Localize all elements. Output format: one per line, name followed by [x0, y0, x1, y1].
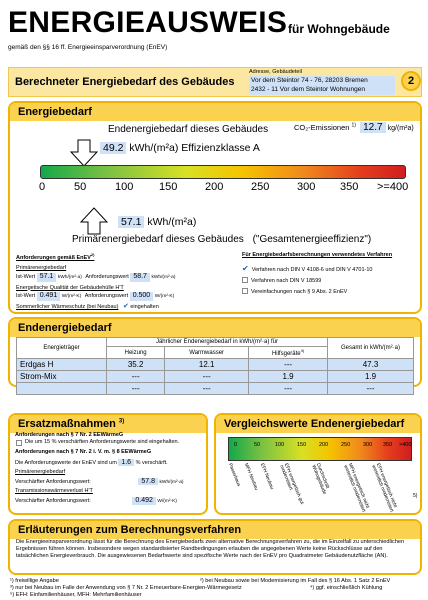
endenergiebedarf-box — [8, 317, 422, 393]
section-bar-label: Berechneter Energiebedarf des Gebäudes — [15, 76, 235, 88]
primaer-anf-value: 58.7 — [130, 273, 150, 282]
endenergie-arrow-icon — [70, 139, 98, 167]
vergleich-label: EFH energetisch nicht wesentlich modernisiert — [370, 462, 398, 513]
footnote-1: ¹) freiwillige Angabe — [10, 578, 59, 584]
co2-footnote: 1) — [351, 122, 356, 129]
col-traeger: Energieträger — [17, 338, 107, 359]
scale-tick: 50 — [74, 181, 87, 193]
vergleich-label: MFH energetisch nicht wesentlich modernisiert — [342, 462, 370, 513]
endenergie-text: kWh/(m²a) Effizienzklasse A — [129, 142, 260, 154]
vergleich-footnote: 5) — [413, 493, 418, 499]
address-label: Adresse, Gebäudeteil — [249, 69, 302, 75]
erlaeuterungen-box — [8, 519, 422, 575]
endenergiebedarf-heading: Endenergiebedarf — [10, 319, 420, 337]
scale-tick: 0 — [39, 181, 46, 193]
ersatz-p1-heading: Anforderungen nach § 7 Nr. 2 EEWärmeG — [15, 432, 124, 438]
ersatz-prim-row: Verschärfter Anforderungswert: 57.8 kWh/(m²·a) — [15, 478, 184, 486]
col-hilfs: Hilfsgeräte$^{4)}$ — [249, 347, 328, 359]
primaerenergie-label: Primärenergiebedarf dieses Gebäudes — [72, 234, 244, 245]
primaerenergie-value: 57.1 — [118, 216, 144, 228]
footnote-2: ²) bei Neubau sowie bei Modernisierung im Fall des § 16 Abs. 1 Satz 2 EnEV — [200, 578, 391, 584]
erlaeuterungen-text: Die Energieeinsparverordnung lässt für die Berechnung des Energiebedarfs zwei alternative Berechnungsverfahren zu, die im Einzelfall zu unterschiedlichen Ergebnissen führen können. Insbesondere wegen standardisierter Randbedingungen erlauben die angegebenen Werte keine Rückschlüsse auf den tatsächlichen Energieverbrauch. Die ausgewiesenen Bedarfswerte sind spezifische Werte nach der EnEV pro Quadratmeter Gebäudenutzfläche (AN). — [16, 539, 405, 559]
primaerenergie-label-row — [72, 234, 371, 245]
empty-checkbox-icon — [16, 440, 22, 446]
gesamtenergieeffizienz-label: ("Gesamtenergieeffizienz") — [252, 234, 372, 245]
vergleich-label: MFH Neubau — [242, 462, 259, 492]
vergleich-label: EFH energetisch gut modernisiert — [278, 462, 304, 506]
co2-value: 12.7 — [360, 122, 385, 133]
verfahren-item: Verfahren nach DIN V 18599 — [242, 276, 418, 287]
scale-tick: >=400 — [377, 181, 409, 193]
sommer-row: Sommerlicher Wärmeschutz (bei Neubau) ✔ eingehalten — [16, 302, 159, 310]
ersatz-prim-value: 57.8 — [138, 478, 158, 485]
scale-tick: 350 — [340, 181, 359, 193]
scale-tick: 250 — [251, 181, 270, 193]
ersatz-p2-heading: Anforderungen nach § 7 Nr. 2 i. V. m. § 8 EEWärmeG — [15, 449, 152, 456]
empty-checkbox-icon — [242, 288, 248, 294]
address-value — [249, 76, 395, 95]
primaerenergie-unit: kWh/(m²a) — [147, 216, 197, 228]
page-subtitle: für Wohngebäude — [288, 22, 390, 36]
col-jahr: Jährlicher Endenergiebedarf in kWh/(m²·a) für — [107, 338, 328, 347]
anforderungen-panel — [16, 251, 216, 311]
col-warmwasser: Warmwasser — [165, 347, 249, 359]
footnote-3: ³) nur bei Neubau im Falle der Anwendung von § 7 Nr. 2 Erneuerbare-Energien-Wärmegesetz — [10, 585, 242, 591]
ersatz-p1-item: Die um 15 % verschärften Anforderungswerte sind eingehalten. — [15, 439, 205, 446]
vergleichswerte-heading: Vergleichswerte Endenergiebedarf — [216, 415, 420, 433]
ersatz-prim-heading: Primärenergiebedarf — [15, 468, 66, 475]
ersatzmassnahmen-box — [8, 413, 208, 515]
co2-unit: kg/(m²a) — [387, 125, 414, 132]
address-line-2: 2432 - 11 Vor dem Steintor Wohnungen — [251, 86, 365, 93]
scale-tick: 300 — [297, 181, 316, 193]
endenergie-value: 49.2 — [100, 142, 126, 154]
footnote-4: ⁴) ggf. einschließlich Kühlung — [310, 585, 383, 591]
ersatz-trans-row: Verschärfter Anforderungswert: 0.492 W/(m²·K) — [15, 497, 177, 505]
endenergiebedarf-table — [16, 337, 414, 395]
page-number-badge — [401, 71, 421, 91]
vergleich-label: Durchschnitt Wohngebäude — [310, 462, 330, 496]
energiebedarf-box — [8, 101, 422, 314]
ersatz-trans-heading: Transmissionswärmeverlust H'T — [15, 488, 93, 495]
ht-heading: Energetische Qualität der Gebäudehülle H'T — [16, 284, 124, 291]
verfahren-panel — [242, 251, 418, 298]
table-row: Erdgas H 35.2 12.1 --- 47.3 — [17, 359, 414, 371]
page-number: 2 — [407, 75, 415, 87]
verfahren-item: ✔ Verfahren nach DIN V 4108-6 und DIN V 4701-10 — [242, 264, 373, 273]
ht-anf-value: 0.500 — [130, 292, 154, 301]
endenergie-row — [100, 142, 260, 154]
vergleich-label: EFH Neubau — [258, 462, 274, 491]
vergleich-label: Passivhaus — [226, 462, 241, 488]
col-gesamt: Gesamt in kWh/(m²·a) — [328, 338, 414, 359]
empty-checkbox-icon — [242, 277, 248, 283]
energy-scale-ticks — [34, 181, 418, 195]
ersatz-trans-value: 0.492 — [132, 497, 156, 504]
primaer-ist-value: 57.1 — [37, 273, 57, 282]
energy-scale-bar — [40, 165, 406, 179]
scale-tick: 100 — [115, 181, 134, 193]
verfahren-item: Vereinfachungen nach § 9 Abs. 2 EnEV — [242, 287, 418, 298]
energiebedarf-heading: Energiebedarf — [10, 103, 420, 121]
primaer-values-row: Ist-Wert 57.1 kWh/(m²·a) Anforderungswert 58.7 kWh/(m²·a) — [16, 273, 176, 281]
ht-ist-value: 0.491 — [37, 292, 61, 301]
ersatzmassnahmen-heading: Ersatzmaßnahmen $^{3)}$ — [10, 415, 206, 433]
primaerenergie-row — [118, 216, 196, 228]
col-heizung: Heizung — [107, 347, 165, 359]
anforderungen-heading: Anforderungen gemäß EnEV$^{2)}$ — [16, 252, 95, 261]
vergleich-ticks: 0 50 100 150 200 250 300 350 >400 — [234, 442, 412, 448]
scale-tick: 150 — [159, 181, 178, 193]
verfahren-heading: Für Energiebedarfsberechnungen verwendetes Verfahren — [242, 252, 393, 258]
table-row: --- --- --- --- — [17, 383, 414, 395]
section-bar — [8, 67, 422, 97]
scale-tick: 200 — [205, 181, 224, 193]
vergleichswerte-box — [214, 413, 422, 515]
primaerenergie-arrow-icon — [80, 207, 108, 235]
law-reference: gemäß den §§ 16 ff. Energieeinsparverordnung (EnEV) — [8, 44, 168, 51]
footnote-5: ⁵) EFH: Einfamilienhäuser, MFH: Mehrfamilienhäuser — [10, 592, 142, 598]
checkmark-icon: ✔ — [242, 264, 249, 273]
co2-label: CO₂-Emissionen — [294, 123, 350, 132]
ersatz-p2-value: 1.6 — [118, 459, 134, 466]
vergleich-labels — [226, 463, 416, 513]
endenergie-label: Endenergiebedarf dieses Gebäudes — [108, 124, 269, 135]
page-title: ENERGIEAUSWEIS — [8, 6, 288, 39]
sommer-checkmark-icon: ✔ — [122, 302, 129, 310]
address-line-1: Vor dem Steintor 74 - 76, 28203 Bremen — [251, 77, 368, 84]
primaer-heading: Primärenergiebedarf — [16, 265, 67, 272]
ersatz-p2-row: Die Anforderungswerte der EnEV sind um 1.6 % verschärft. — [15, 458, 168, 466]
ht-values-row: Ist-Wert 0.491 W/(m²·K) Anforderungswert 0.500 W/(m²·K) — [16, 292, 175, 300]
erlaeuterungen-heading: Erläuterungen zum Berechnungsverfahren — [10, 521, 420, 539]
co2-row — [294, 122, 414, 133]
table-row: Strom-Mix --- --- 1.9 1.9 — [17, 371, 414, 383]
